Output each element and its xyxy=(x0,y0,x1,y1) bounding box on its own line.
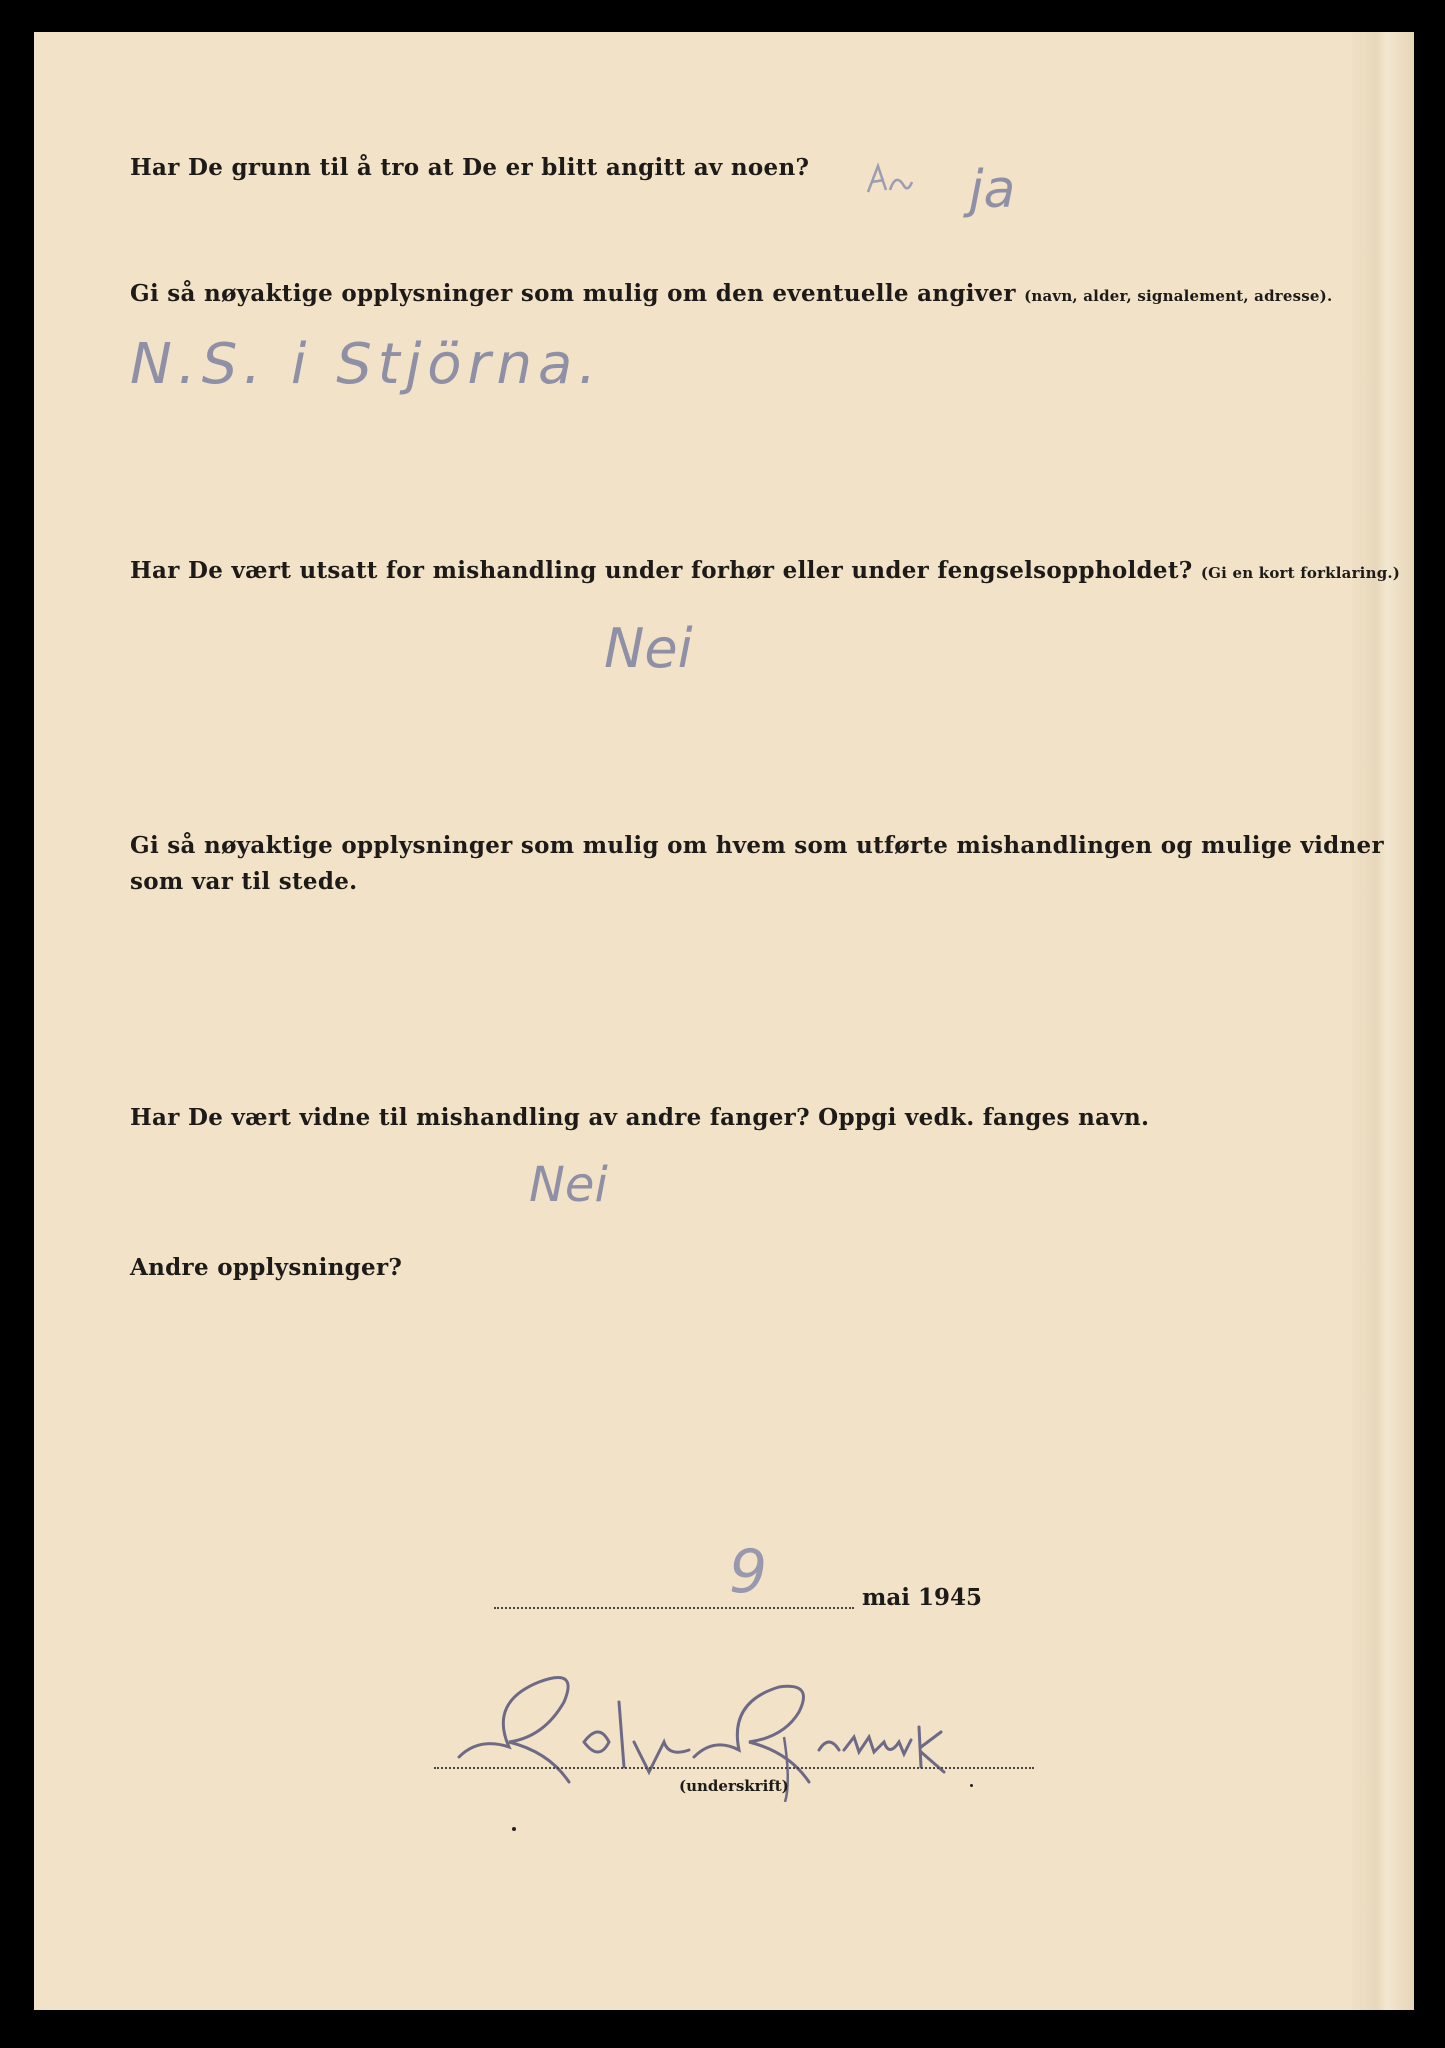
ink-speck xyxy=(512,1827,516,1831)
question-other-info: Andre opplysninger? xyxy=(130,1254,403,1281)
question-mishandling xyxy=(130,557,1400,584)
answer-witness: Nei xyxy=(529,1157,608,1213)
answer-mishandling: Nei xyxy=(604,617,693,680)
date-day-handwritten: 9 xyxy=(729,1537,768,1607)
question-angiver-note: (navn, alder, signalement, adresse). xyxy=(1024,287,1333,305)
question-mishandling-main: Har De vært utsatt for mishandling under forhør eller under fengselsoppholdet? xyxy=(130,557,1193,584)
document-page xyxy=(34,32,1414,2010)
question-who-mishandled-line2: som var til stede. xyxy=(130,868,358,895)
question-angitt: Har De grunn til å tro at De er blitt angitt av noen? xyxy=(130,154,810,181)
answer-angitt: ja xyxy=(969,160,1016,220)
date-day-line xyxy=(494,1607,854,1609)
date-month-year: mai 1945 xyxy=(862,1584,982,1611)
crossed-out-scribble-icon xyxy=(864,160,916,200)
signature-label: (underskrift) xyxy=(679,1777,789,1795)
question-angiver-details xyxy=(130,280,1332,307)
signature-line xyxy=(434,1767,1034,1769)
question-witness: Har De vært vidne til mishandling av andre fanger? Oppgi vedk. fanges navn. xyxy=(130,1104,1150,1131)
question-mishandling-note: (Gi en kort forklaring.) xyxy=(1200,564,1401,582)
page-fold-shadow xyxy=(1352,32,1414,2010)
ink-speck xyxy=(970,1784,973,1787)
answer-scribble-mark xyxy=(864,160,916,207)
answer-angiver: N.S. i Stjörna. xyxy=(130,332,603,397)
question-angiver-main: Gi så nøyaktige opplysninger som mulig om den eventuelle angiver xyxy=(130,280,1016,307)
question-who-mishandled-line1: Gi så nøyaktige opplysninger som mulig om hvem som utførte mishandlingen og mulige vidner xyxy=(130,832,1384,859)
